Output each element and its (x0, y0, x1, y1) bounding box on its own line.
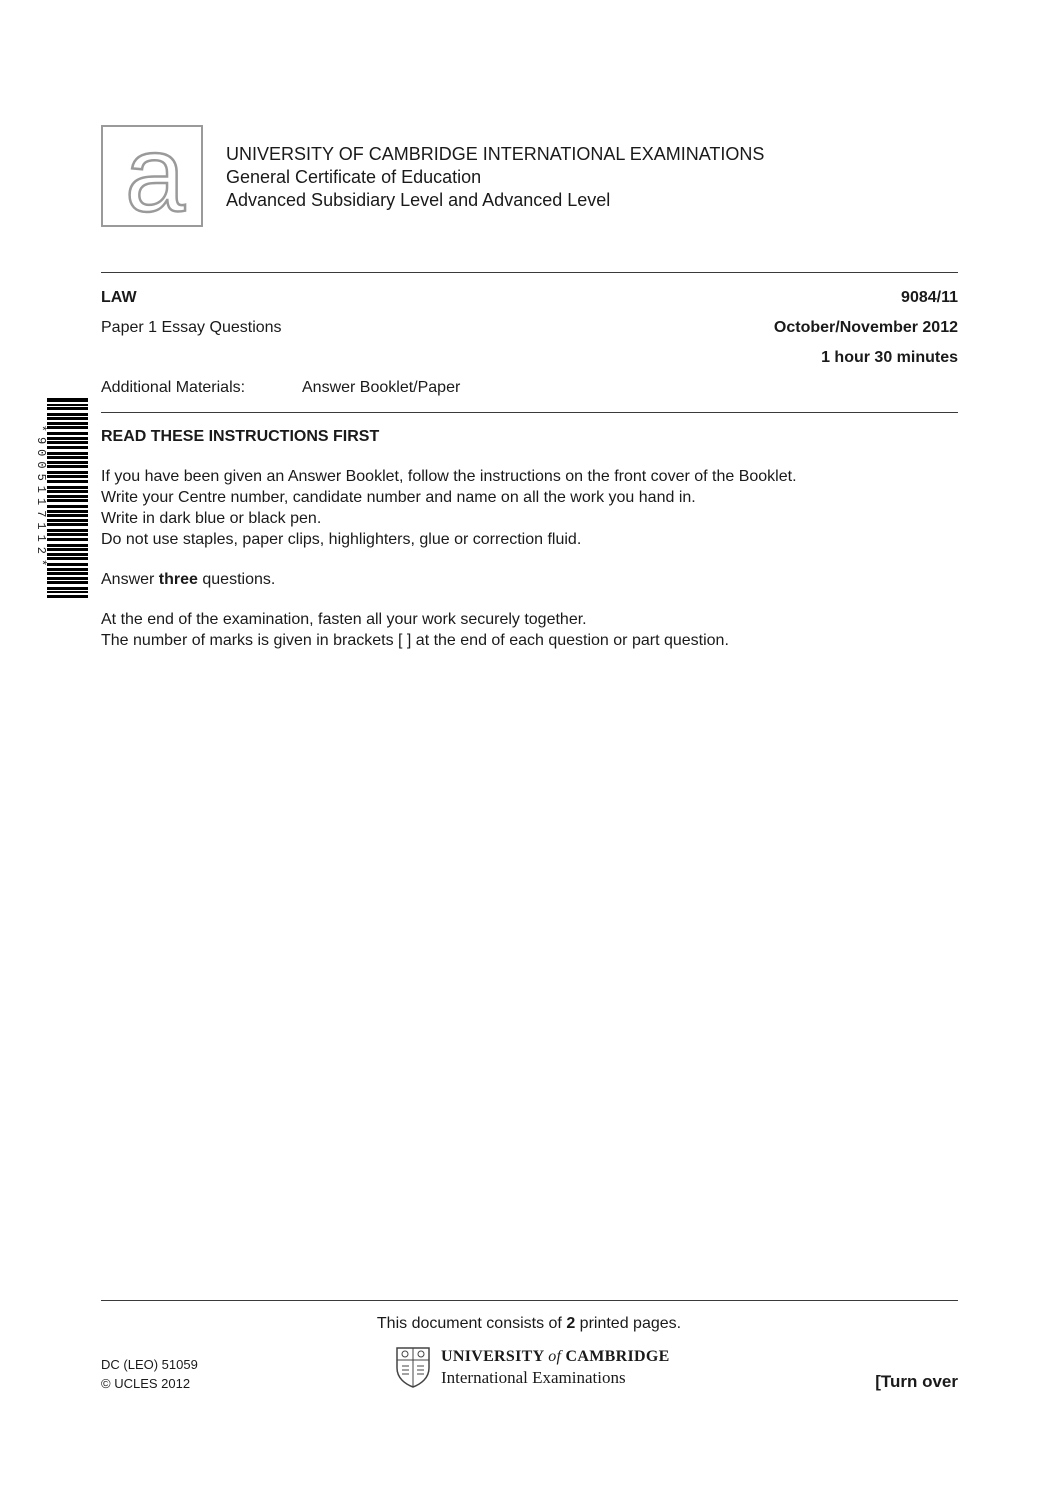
exam-session: October/November 2012 (773, 319, 958, 336)
page-count-suffix: printed pages. (575, 1315, 682, 1332)
page-count-prefix: This document consists of (376, 1315, 567, 1332)
instruction-line: Write your Centre number, candidate number and name on all the work you hand in. (101, 489, 696, 506)
university-crest-icon (395, 1346, 431, 1388)
cie-logo (101, 125, 203, 227)
end-instruction-line: The number of marks is given in brackets [ ] at the end of each question or part question. (101, 632, 729, 649)
end-instruction-line: At the end of the examination, fasten all your work securely together. (101, 611, 587, 628)
answer-prefix: Answer (101, 571, 159, 588)
qualification-name: General Certificate of Education (226, 167, 482, 187)
copyright: © UCLES 2012 (101, 1376, 191, 1391)
answer-suffix: questions. (197, 571, 276, 588)
exam-board-name: UNIVERSITY OF CAMBRIDGE INTERNATIONAL EXAMINATIONS (226, 144, 765, 164)
qualification-level: Advanced Subsidiary Level and Advanced Level (226, 190, 611, 210)
wordmark-of: of (548, 1348, 562, 1365)
paper-title: Paper 1 Essay Questions (101, 319, 282, 336)
instruction-line: If you have been given an Answer Booklet, follow the instructions on the front cover of the Booklet. (101, 468, 797, 485)
footer-divider (101, 1300, 958, 1301)
wordmark-suffix: CAMBRIDGE (561, 1348, 670, 1365)
page-count-note (0, 1313, 1058, 1334)
barcode-text: *9005117112* (34, 424, 48, 572)
answer-instruction (101, 569, 275, 590)
additional-materials-value: Answer Booklet/Paper (302, 379, 461, 396)
info-divider (101, 412, 958, 413)
answer-count: three (158, 571, 198, 588)
header-divider (101, 272, 958, 273)
instruction-line: Do not use staples, paper clips, highlighters, glue or correction fluid. (101, 531, 582, 548)
exam-duration: 1 hour 30 minutes (821, 349, 958, 366)
instruction-line: Write in dark blue or black pen. (101, 510, 322, 527)
cambridge-wordmark-line2: International Examinations (441, 1368, 626, 1387)
cie-letter-a-logo (101, 125, 203, 227)
svg-text:a: a (124, 125, 186, 227)
page-count: 2 (566, 1315, 576, 1332)
barcode (30, 396, 88, 601)
instructions-heading: READ THESE INSTRUCTIONS FIRST (101, 428, 380, 445)
cambridge-wordmark (441, 1347, 670, 1367)
turn-over: [Turn over (875, 1372, 958, 1391)
document-reference: DC (LEO) 51059 (101, 1357, 198, 1372)
additional-materials-label: Additional Materials: (101, 379, 246, 396)
wordmark-prefix: UNIVERSITY (441, 1348, 549, 1365)
crest (395, 1346, 431, 1388)
subject-title: LAW (101, 289, 137, 306)
paper-code: 9084/11 (901, 289, 958, 306)
